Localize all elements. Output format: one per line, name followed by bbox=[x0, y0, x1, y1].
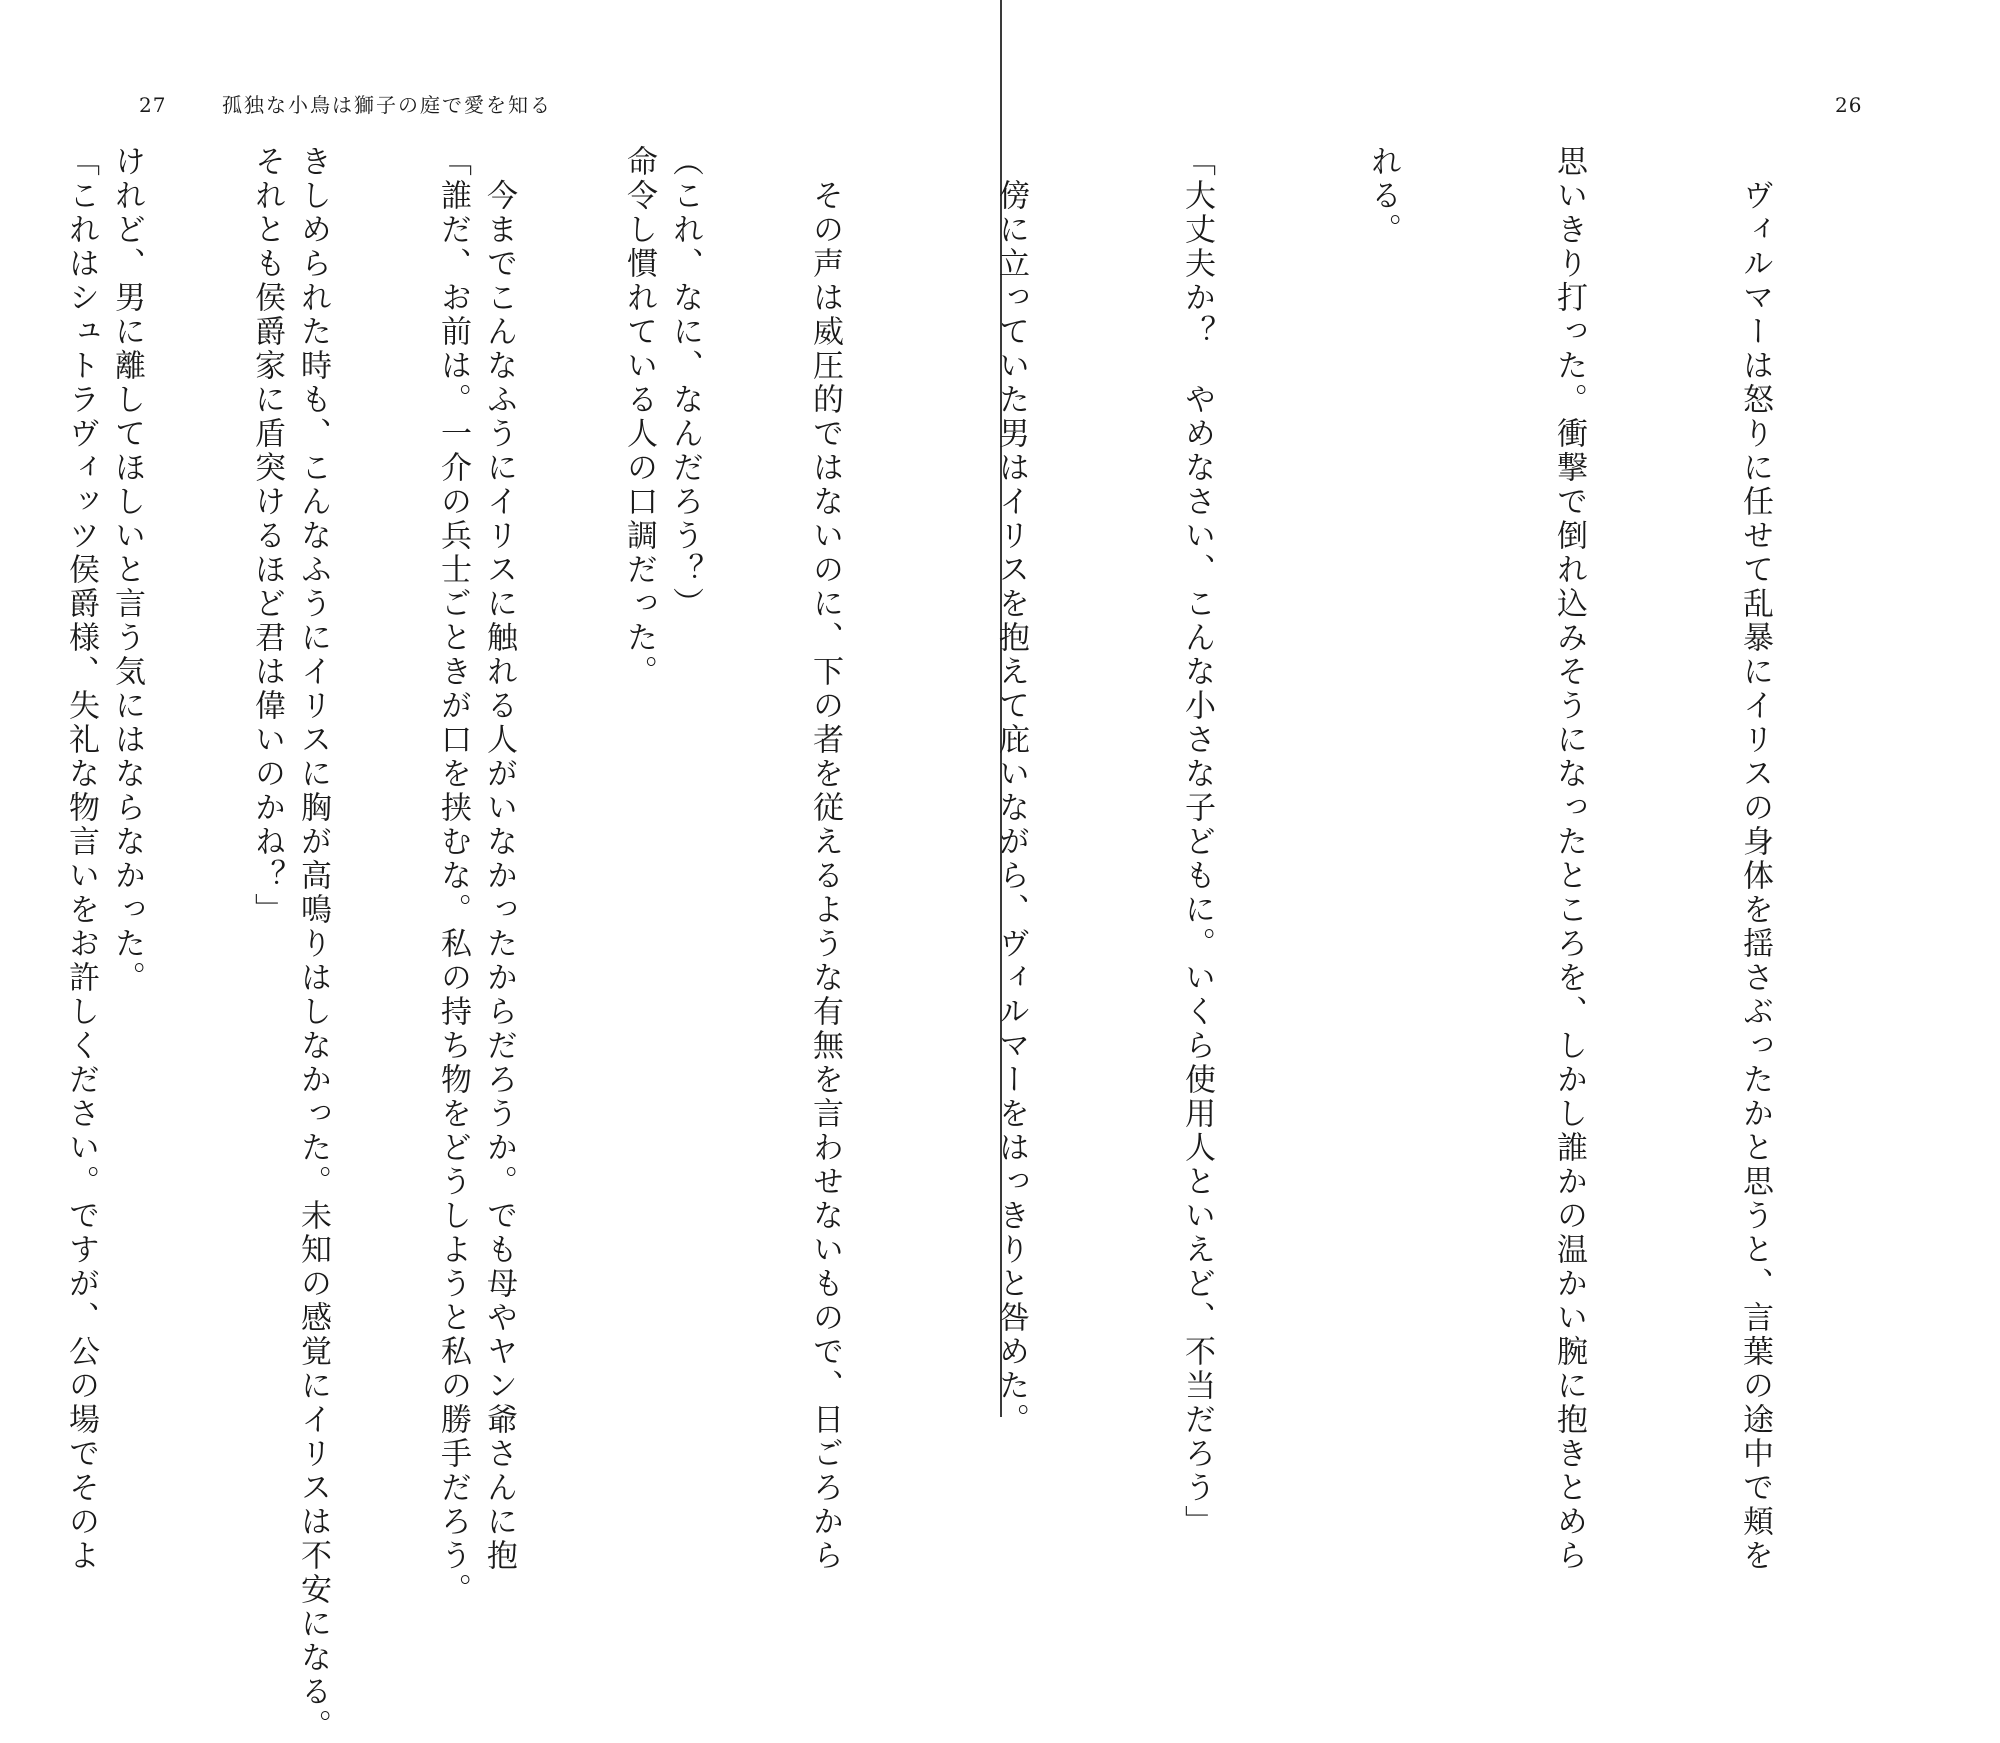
page-number: 26 bbox=[1835, 93, 1863, 117]
text-line: 「これはシュトラヴィッツ侯爵様、失礼な物言いをお許しください。ですが、公の場でそのよ bbox=[63, 145, 99, 1573]
text-line: それとも侯爵家に盾突けるほど君は偉いのかね？」 bbox=[249, 145, 285, 927]
text-line: れる。 bbox=[1365, 145, 1401, 247]
text-line: 傍に立っていた男はイリスを抱えて庇いながら、ヴィルマーをはっきりと咎めた。 bbox=[993, 145, 1029, 1437]
text-line: きしめられた時も、こんなふうにイリスに胸が高鳴りはしなかった。未知の感覚にイリスは不安になる。 bbox=[295, 145, 331, 1743]
page-number: 27 bbox=[139, 93, 167, 117]
text-line: 今までこんなふうにイリスに触れる人がいなかったからだろうか。でも母やヤン爺さんに抱 bbox=[481, 145, 517, 1573]
running-head: 孤独な小鳥は獅子の庭で愛を知る bbox=[222, 93, 552, 117]
text-line: けれど、男に離してほしいと言う気にはならなかった。 bbox=[109, 145, 145, 995]
text-line: その声は威圧的ではないのに、下の者を従えるような有無を言わせないもので、日ごろから bbox=[807, 145, 843, 1573]
text-line: ヴィルマーは怒りに任せて乱暴にイリスの身体を揺さぶったかと思うと、言葉の途中で頬を bbox=[1737, 145, 1773, 1573]
text-line: 命令し慣れている人の口調だった。 bbox=[621, 145, 657, 689]
text-line: 「大丈夫か？ やめなさい、こんな小さな子どもに。いくら使用人といえど、不当だろう」 bbox=[1179, 145, 1215, 1539]
text-line: 「誰だ、お前は。一介の兵士ごときが口を挟むな。私の持ち物をどうしようと私の勝手だろう。 bbox=[435, 145, 471, 1607]
text-line: 思いきり打った。衝撃で倒れ込みそうになったところを、しかし誰かの温かい腕に抱きとめら bbox=[1551, 145, 1587, 1573]
text-line: （これ、なに、なんだろう？） bbox=[667, 145, 703, 621]
